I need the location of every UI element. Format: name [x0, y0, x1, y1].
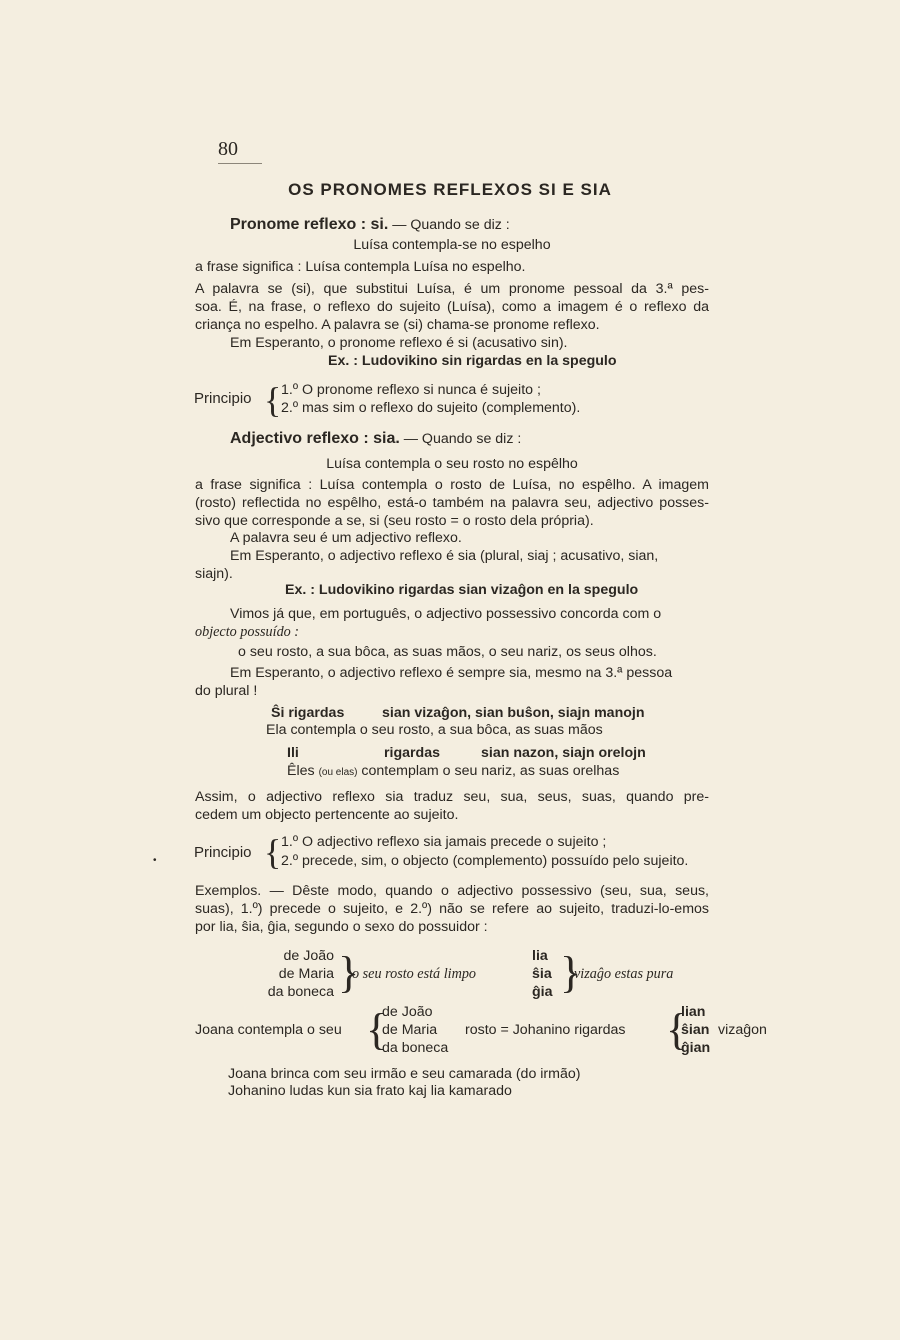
section1-line: a frase significa : Luísa contempla Luísa no espelho.: [195, 259, 526, 275]
group2-right-item: ĝian: [681, 1040, 711, 1056]
section1-line: soa. É, na frase, o reflexo do sujeito (Luísa), como a imagem é o reflexo da: [195, 299, 709, 315]
page-number: 80: [218, 138, 262, 164]
group1-middle: o seu rosto está limpo: [352, 966, 477, 982]
group2-tail: vizaĝon: [718, 1022, 767, 1038]
section2-example: Luísa contempla o seu rosto no espêlho: [326, 456, 578, 472]
section2-line: siajn).: [195, 566, 233, 582]
section3-line: Exemplos. — Dêste modo, quando o adjectivo possessivo (seu, sua, seus,: [195, 883, 709, 899]
principio-label: Principio: [194, 844, 252, 861]
section2-heading: Adjectivo reflexo : sia.: [230, 430, 400, 447]
section2-line: sivo que corresponde a se, si (seu rosto = o rosto dela própria).: [195, 513, 594, 529]
principio-item: 2.º precede, sim, o objecto (complemento) possuído pelo sujeito.: [281, 853, 689, 869]
principio-label: Principio: [194, 390, 252, 407]
group1-left-item: de Maria: [278, 966, 334, 982]
section2-line: Assim, o adjectivo reflexo sia traduz seu, sua, seus, suas, quando pre-: [195, 789, 709, 805]
section1-line: A palavra se (si), que substitui Luísa, é um pronome pessoal da 3.ª pes-: [195, 281, 709, 297]
section1-example: Luísa contempla-se no espelho: [353, 237, 551, 253]
closing-line: Johanino ludas kun sia frato kaj lia kamarado: [228, 1083, 512, 1099]
principio-item: 1.º O pronome reflexo si nunca é sujeito ;: [281, 382, 541, 398]
left-brace-icon: {: [264, 832, 282, 872]
group1-right-item: lia: [532, 948, 548, 964]
group1-left-item: de João: [283, 948, 334, 964]
right-brace-icon: }: [338, 948, 360, 997]
group2-left-item: de Maria: [382, 1022, 438, 1038]
group2-right-item: ŝian: [681, 1022, 710, 1038]
section2-ex: Ex. : Ludovikino rigardas sian vizaĝon en la spegulo: [285, 582, 639, 598]
group2-left-item: de João: [382, 1004, 433, 1020]
left-brace-icon: {: [366, 1005, 388, 1054]
group2-left-item: da boneca: [382, 1040, 449, 1056]
esperanto-example: Ili: [287, 745, 299, 761]
esperanto-example: Ŝi rigardas: [271, 705, 345, 721]
section1-ex: Ex. : Ludovikino sin rigardas en la spegulo: [328, 353, 617, 369]
section2-line: objecto possuído :: [195, 624, 300, 640]
group1-right-item: ĝia: [532, 984, 553, 1000]
portuguese-example-note: (ou elas): [318, 767, 358, 778]
group1-left-item: da boneca: [267, 984, 334, 1000]
esperanto-example: sian nazon, siajn orelojn: [481, 745, 646, 761]
esperanto-example: rigardas: [384, 745, 440, 761]
group1-right-item: ŝia: [532, 966, 552, 982]
section2-line: Em Esperanto, o adjectivo reflexo é sia (plural, siaj ; acusativo, sian,: [230, 548, 659, 564]
page-title: OS PRONOMES REFLEXOS SI E SIA: [288, 180, 612, 199]
section2-line: o seu rosto, a sua bôca, as suas mãos, o seu nariz, os seus olhos.: [238, 644, 657, 660]
section2-line: a frase significa : Luísa contempla o rosto de Luísa, no espêlho. A imagem: [195, 477, 709, 493]
section2-line: (rosto) reflectida no espêlho, está-o também na palavra seu, adjectivo posses-: [195, 495, 709, 511]
section2-line: do plural !: [195, 683, 258, 699]
section1-heading-row: [230, 216, 510, 234]
principio-item: 2.º mas sim o reflexo do sujeito (complemento).: [281, 400, 581, 416]
section2-line: Vimos já que, em português, o adjectivo possessivo concorda com o: [230, 606, 662, 622]
section1-heading: Pronome reflexo : si.: [230, 216, 389, 233]
portuguese-example-row: [287, 763, 619, 781]
portuguese-example: Êles: [287, 763, 315, 779]
left-brace-icon: {: [264, 380, 282, 420]
group1-tail: vizaĝo estas pura: [574, 966, 674, 982]
group2-middle: rosto = Johanino rigardas: [465, 1022, 626, 1038]
portuguese-example: contemplam o seu nariz, as suas orelhas: [361, 763, 620, 779]
right-brace-icon: }: [560, 948, 582, 997]
section2-line: cedem um objecto pertencente ao sujeito.: [195, 807, 459, 823]
section3-line: suas), 1.º) precede o sujeito, e 2.º) não se refere ao sujeito, traduzi-lo-emos: [195, 901, 709, 917]
section3-line: por lia, ŝia, ĝia, segundo o sexo do possuidor :: [195, 919, 488, 935]
section1-heading-tail: — Quando se diz :: [392, 217, 510, 233]
left-brace-icon: {: [666, 1005, 688, 1054]
section2-heading-tail: — Quando se diz :: [403, 431, 522, 447]
section1-line: Em Esperanto, o pronome reflexo é si (acusativo sin).: [230, 335, 568, 351]
portuguese-example: Ela contempla o seu rosto, a sua bôca, as suas mãos: [266, 722, 603, 738]
closing-line: Joana brinca com seu irmão e seu camarada (do irmão): [228, 1066, 581, 1082]
group2-lead: Joana contempla o seu: [195, 1022, 342, 1038]
section2-line: Em Esperanto, o adjectivo reflexo é sempre sia, mesmo na 3.ª pessoa: [230, 665, 673, 681]
section2-line: A palavra seu é um adjectivo reflexo.: [230, 530, 462, 546]
group2-right-item: lian: [681, 1004, 706, 1020]
section1-line: criança no espelho. A palavra se (si) chama-se pronome reflexo.: [195, 317, 600, 333]
principio-item: 1.º O adjectivo reflexo sia jamais precede o sujeito ;: [281, 834, 607, 850]
esperanto-example: sian vizaĝon, sian buŝon, siajn manojn: [382, 705, 645, 721]
decorative-dot: •: [153, 855, 157, 866]
section2-heading-row: [230, 430, 521, 448]
